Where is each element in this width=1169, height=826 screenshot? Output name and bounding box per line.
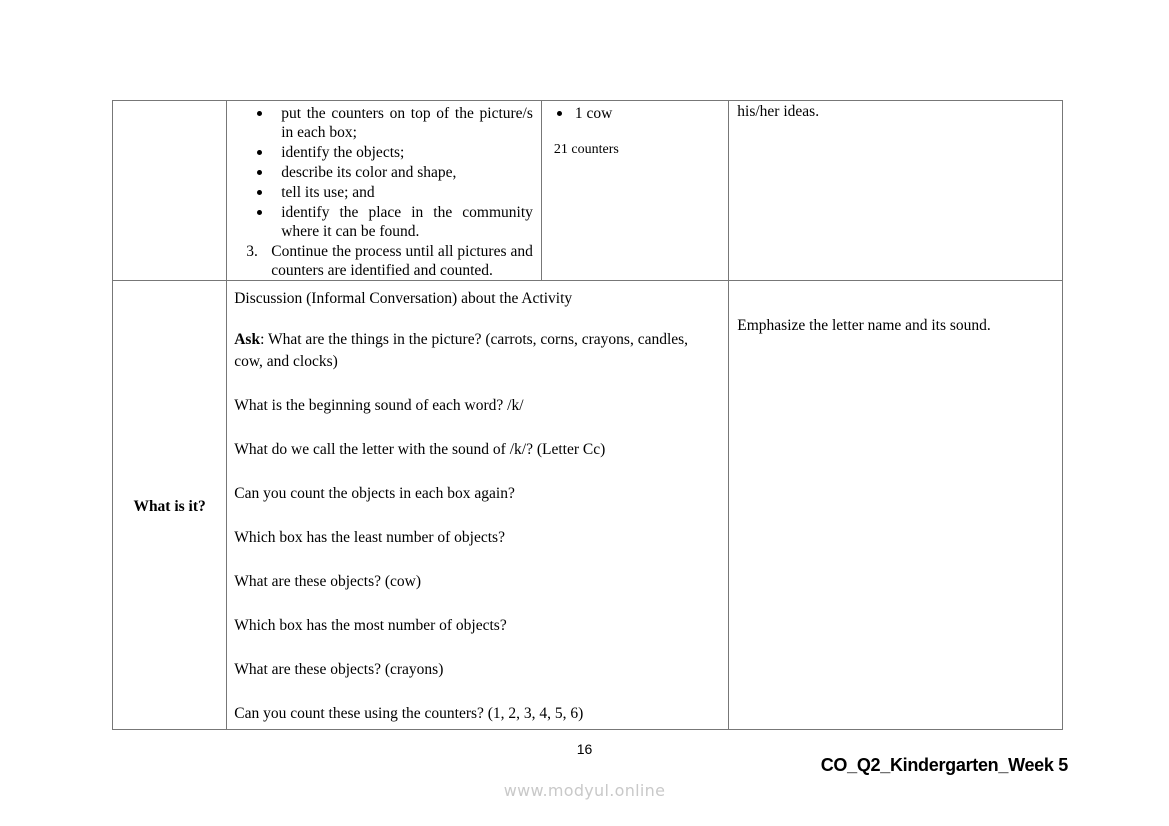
ask-label: Ask xyxy=(234,331,261,348)
notes-cell xyxy=(729,281,1063,730)
discussion-ask xyxy=(234,329,720,373)
step-text: Continue the process until all pictures and counters are identified and counted. xyxy=(271,243,533,279)
page-number: 16 xyxy=(576,741,593,757)
table-row xyxy=(113,101,1063,281)
notes-text: his/her ideas. xyxy=(737,103,820,120)
section-label: What is it? xyxy=(113,281,227,730)
list-item: put the counters on top of the picture/s in each box; xyxy=(227,104,533,142)
list-item: tell its use; and xyxy=(227,183,533,202)
lesson-plan-table xyxy=(112,100,1063,730)
numbered-step xyxy=(227,242,533,280)
notes-text: Emphasize the letter name and its sound. xyxy=(737,317,991,334)
ask-text: : What are the things in the picture? (carrots, corns, crayons, candles, cow, and clocks) xyxy=(234,331,689,370)
discussion-question: What do we call the letter with the sound of /k/? (Letter Cc) xyxy=(234,441,606,458)
discussion-question: Can you count the objects in each box again? xyxy=(234,485,515,502)
discussion-question: Which box has the most number of objects? xyxy=(234,617,507,634)
notes-cell xyxy=(729,101,1063,281)
table-row xyxy=(113,281,1063,730)
list-item: identify the place in the community where it can be found. xyxy=(227,203,533,241)
list-item: describe its color and shape, xyxy=(227,163,533,182)
discussion-question: Which box has the least number of objects? xyxy=(234,529,505,546)
discussion-question: What are these objects? (crayons) xyxy=(234,661,444,678)
procedure-cell xyxy=(227,101,542,281)
materials-item: 1 cow xyxy=(554,104,722,123)
module-code: CO_Q2_Kindergarten_Week 5 xyxy=(820,755,1068,775)
discussion-heading: Discussion (Informal Conversation) about the Activity xyxy=(234,290,573,307)
materials-note: 21 counters xyxy=(553,142,619,157)
procedure-list xyxy=(227,101,541,280)
discussion-question: Can you count these using the counters? (1, 2, 3, 4, 5, 6) xyxy=(234,705,584,722)
step-number: 3. xyxy=(246,243,258,260)
list-item: identify the objects; xyxy=(227,143,533,162)
row-label-cell xyxy=(113,101,227,281)
watermark: www.modyul.online xyxy=(503,781,666,800)
materials-cell xyxy=(541,101,728,281)
discussion-cell xyxy=(227,281,729,730)
discussion-question: What are these objects? (cow) xyxy=(234,573,421,590)
discussion-question: What is the beginning sound of each word? /k/ xyxy=(234,397,524,414)
